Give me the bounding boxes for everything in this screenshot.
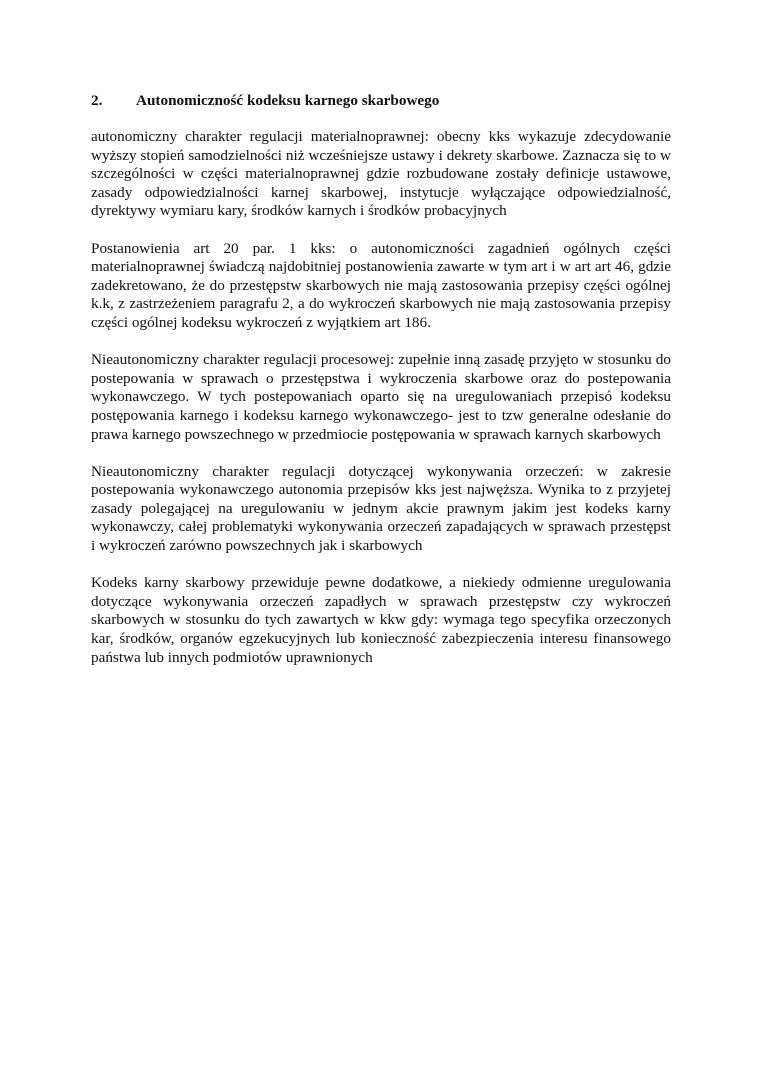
- paragraph-additional-provisions: Kodeks karny skarbowy przewiduje pewne dodatkowe, a niekiedy odmienne uregulowania dotyczące wykonywania orzeczeń zapadłych w sprawach przestępstw czy wykroczeń skarbowych w stosunku do tych zawartych w kkw gdy: wymaga tego specyfika orzeczonych kar, środków, organów egzekucyjnych lub konieczność zabezpieczenia interesu finansowego państwa lub innych podmiotów uprawnionych: [91, 574, 671, 666]
- paragraph-material-law: autonomiczny charakter regulacji materialnoprawnej: obecny kks wykazuje zdecydowanie wyższy stopień samodzielności niż wcześniejsze ustawy i dekrety skarbowe. Zaznacza się to w szczególności w części materialnoprawnej gdzie rozbudowane zostały definicje ustawowe, zasady odpowiedzialności karnej skarbowej, instytucje wyłączające odpowiedzialność, dyrektywy wymiaru kary, środków karnych i środków probacyjnych: [91, 128, 671, 220]
- paragraph-procedural-regulation: Nieautonomiczny charakter regulacji procesowej: zupełnie inną zasadę przyjęto w stosunku do postepowania w sprawach o przestępstwa i wykroczenia skarbowe oraz do postepowania wykonawczego. W tych postepowaniach oparto się na uregulowaniach przepisó kodeksu postępowania karnego i kodeksu karnego wykonawczego- jest to tzw generalne odesłanie do prawa karnego powszechnego w przedmiocie postępowania w sprawach karnych skarbowych: [91, 351, 671, 443]
- document-content: [91, 92, 671, 667]
- paragraph-execution-regulation: Nieautonomiczny charakter regulacji dotyczącej wykonywania orzeczeń: w zakresie postepowania wykonawczego autonomia przepisów kks jest najwęższa. Wynika to z przyjetej zasady polegającej na uregulowaniu w jednym akcie prawnym jakim jest kodeks karny wykonawczy, całej problematyki wykonywania orzeczeń zapadających w sprawach przestępst i wykroczeń zarówno powszechnych jak i skarbowych: [91, 462, 671, 555]
- section-heading: [91, 92, 671, 110]
- section-number: 2.: [91, 92, 103, 109]
- paragraph-article-20: Postanowienia art 20 par. 1 kks: o autonomiczności zagadnień ogólnych części materialnoprawnej świadczą najdobitniej postanowienia zawarte w tym art i w art art 46, gdzie zadekretowano, że do przestępstw skarbowych nie mają zastosowania przepisy części ogólnej k.k, z zastrzeżeniem paragrafu 2, a do wykroczeń skarbowych nie mają zastosowania przepisy części ogólnej kodeksu wykroczeń z wyjątkiem art 186.: [91, 239, 671, 331]
- section-title: Autonomiczność kodeksu karnego skarbowego: [136, 92, 440, 109]
